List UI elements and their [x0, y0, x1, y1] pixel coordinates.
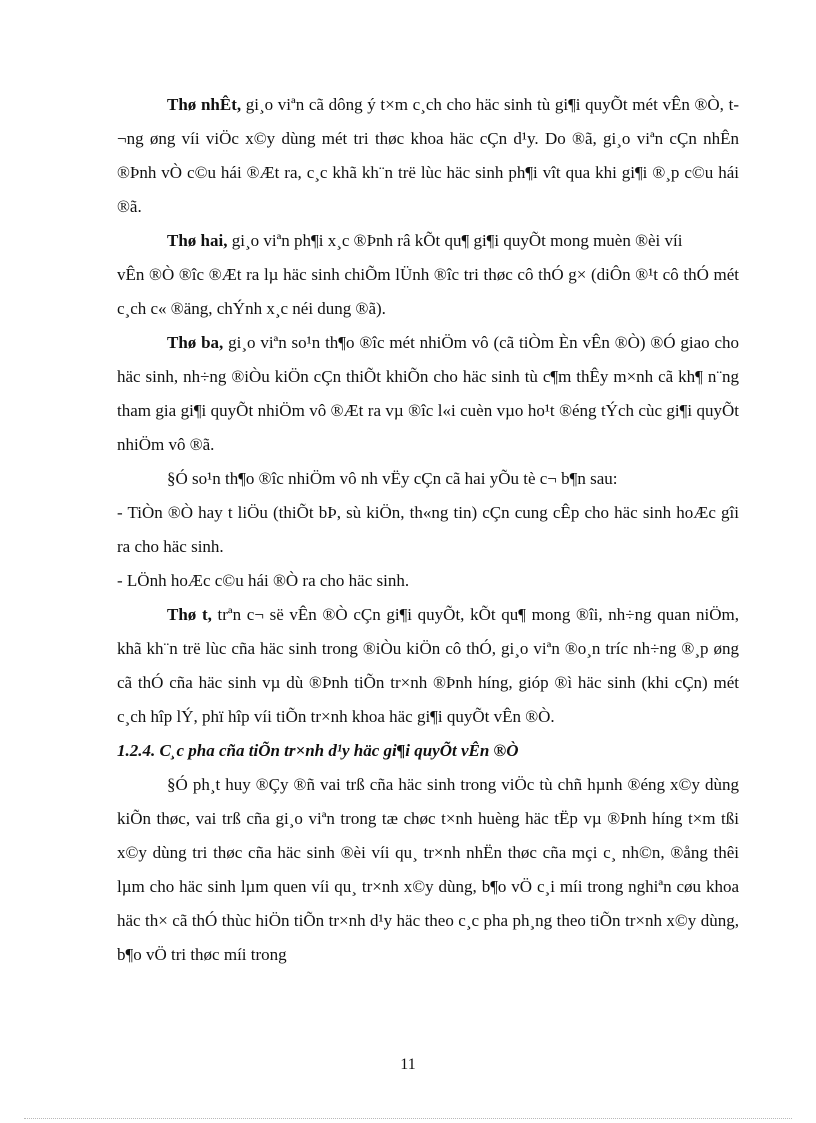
paragraph-text: gi¸o viªn ph¶i x¸c ®Þnh râ kÕt qu¶ gi¶i quyÕt mong muèn ®èi víi [227, 231, 683, 250]
paragraph-text: trªn c¬ së vÊn ®Ò cÇn gi¶i quyÕt, kÕt qu¶ mong ®îi, nh÷ng quan niÖm, khã kh¨n trë lùc cña häc sinh trong ®iÒu kiÖn cô thÓ, gi¸o viªn ®o¸n tríc nh÷ng ®¸p øng cã thÓ cña häc sinh vµ dù ®Þnh tiÕn tr×nh ®Þnh híng, gióp ®ì häc sinh (khi cÇn) mét c¸ch hîp lÝ, phï hîp víi tiÕn tr×nh khoa häc gi¶i quyÕt vÊn ®Ò. [117, 605, 739, 726]
paragraph-lead: Thø ba, [167, 333, 224, 352]
paragraph-text: gi¸o viªn cã dông ý t×m c¸ch cho häc sinh tù gi¶i quyÕt mét vÊn ®Ò, t¬ng øng víi viÖc x©y dùng mét tri thøc khoa häc cÇn d¹y. Do ®ã, gi¸o viªn cÇn nhÊn ®Þnh vÒ c©u hái ®Æt ra, c¸c khã kh¨n trë lùc häc sinh ph¶i vît qua khi gi¶i ®¸p c©u hái ®ã. [117, 95, 739, 216]
paragraph-requirements-intro: §Ó so¹n th¶o ®îc nhiÖm vô nh vËy cÇn cã hai yÕu tè c¬ b¶n sau: [167, 469, 618, 488]
paragraph-thu-hai-continued: vÊn ®Ò ®îc ®Æt ra lµ häc sinh chiÕm lÜnh ®îc tri thøc cô thÓ g× (diÔn ®¹t cô thÓ mét c¸ch c« ®äng, chÝnh x¸c néi dung ®ã). [117, 265, 739, 318]
section-heading: 1.2.4. C¸c pha cña tiÕn tr×nh d¹y häc gi¶i quyÕt vÊn ®Ò [117, 741, 519, 760]
paragraph-thu-tu [117, 598, 739, 734]
paragraph-thu-nhat [117, 88, 739, 224]
paragraph-text: gi¸o viªn so¹n th¶o ®îc mét nhiÖm vô (cã tiÒm Èn vÊn ®Ò) ®Ó giao cho häc sinh, nh÷ng ®iÒu kiÖn cÇn thiÕt khiÕn cho häc sinh tù c¶m thÊy m×nh cã kh¶ n¨ng tham gia gi¶i quyÕt nhiÖm vô ®Æt ra vµ ®îc l«i cuèn vµo ho¹t ®éng tÝch cùc gi¶i quyÕt nhiÖm vô ®ã. [117, 333, 739, 454]
paragraph-lead: Thø nhÊt, [167, 95, 242, 114]
page-bottom-divider [24, 1118, 792, 1119]
paragraph-lead: Thø hai, [167, 231, 228, 250]
page-body [117, 88, 739, 972]
paragraph-lead: Thø t, [167, 605, 212, 624]
paragraph-bullet-premise: - TiÒn ®Ò hay t liÖu (thiÕt bÞ, sù kiÖn, th«ng tin) cÇn cung cÊp cho häc sinh hoÆc gîi ra cho häc sinh. [117, 503, 739, 556]
page-number: 11 [400, 1056, 416, 1073]
paragraph-section-body: §Ó ph¸t huy ®Çy ®ñ vai trß cña häc sinh trong viÖc tù chñ hµnh ®éng x©y dùng kiÕn thøc, vai trß cña gi¸o viªn trong tæ chøc t×nh huèng häc tËp vµ ®Þnh híng t×m tßi x©y dùng tri thøc cña häc sinh ®èi víi qu¸ tr×nh nhËn thøc cña mçi c¸ nh©n, ®ång thêi lµm cho häc sinh lµm quen víi qu¸ tr×nh x©y dùng, b¶o vÖ c¸i míi trong nghiªn cøu khoa häc th× cã thÓ thùc hiÖn tiÕn tr×nh d¹y häc theo c¸c pha ph¸ng theo tiÕn tr×nh x©y dùng, b¶o vÖ tri thøc míi trong [117, 775, 739, 964]
paragraph-bullet-command: - LÖnh hoÆc c©u hái ®Ò ra cho häc sinh. [117, 571, 410, 590]
paragraph-thu-ba [117, 326, 739, 462]
paragraph-thu-hai [117, 224, 739, 258]
